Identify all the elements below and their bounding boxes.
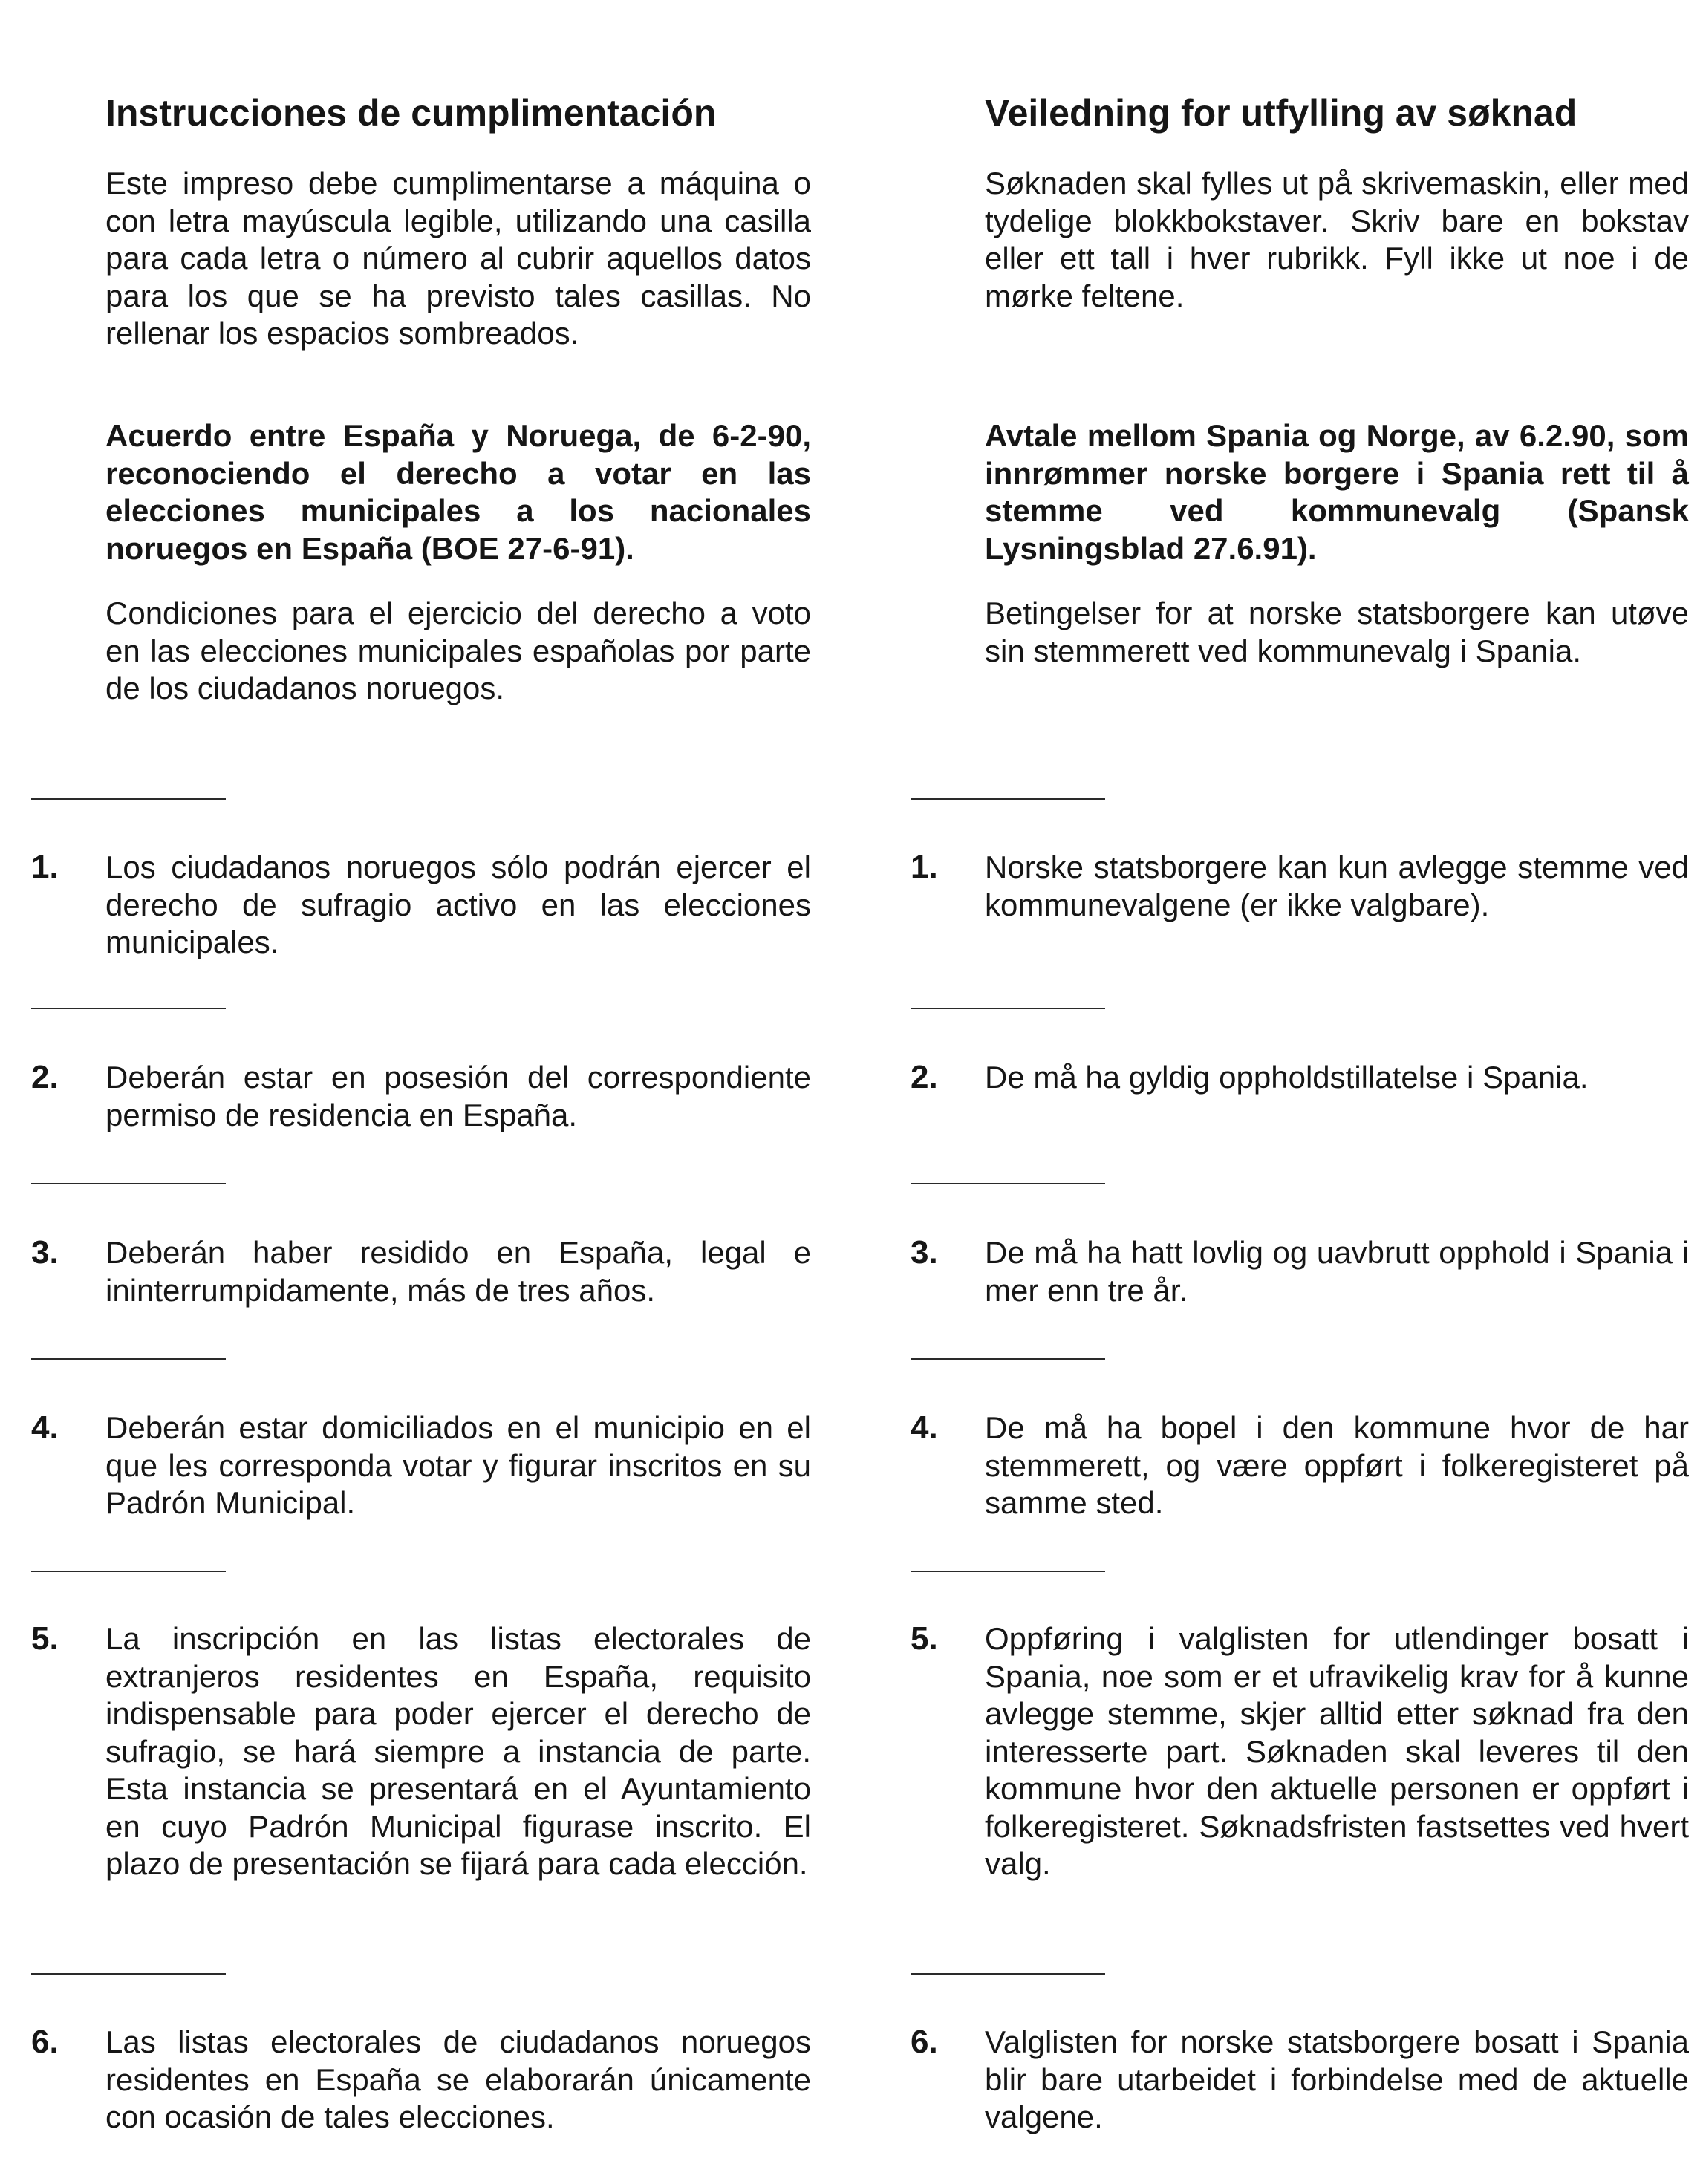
spanish-item-5: La inscripción en las listas electorales de extranjeros residentes en España, requisito indispensable para poder ejercer el derecho de sufragio, se hará siempre a instancia de parte. Esta instancia se presentará en el Ayuntamiento en cuyo Padrón Municipal figurase inscrito. El plazo de presentación se fijará para cada elección. — [105, 1621, 811, 1881]
norwegian-intro-conditions: Betingelser for at norske statsborgere kan utøve sin stemmerett ved kommunevalg i Spania. — [985, 596, 1689, 668]
item-number: 1. — [911, 849, 938, 885]
spanish-intro-instructions: Este impreso debe cumplimentarse a máquina o con letra mayúscula legible, utilizando una casilla para cada letra o número al cubrir aquellos datos para los que se ha previsto tales casillas. No rellenar los espacios sombreados. — [105, 166, 811, 351]
section-divider — [31, 1358, 226, 1360]
section-divider — [31, 1183, 226, 1184]
norwegian-item-1: Norske statsborgere kan kun avlegge stemme ved kommunevalgene (er ikke valgbare). — [985, 850, 1689, 922]
section-divider — [911, 1183, 1105, 1184]
spanish-intro-conditions: Condiciones para el ejercicio del derecho a voto en las elecciones municipales españolas por parte de los ciudadanos noruegos. — [105, 596, 811, 705]
spanish-item-4: Deberán estar domiciliados en el municipio en el que les corresponda votar y figurar inscritos en su Padrón Municipal. — [105, 1410, 811, 1520]
item-number: 3. — [911, 1234, 938, 1271]
item-number: 5. — [911, 1620, 938, 1657]
norwegian-intro-instructions: Søknaden skal fylles ut på skrivemaskin, eller med tydelige blokkbokstaver. Skriv bare en bokstav eller ett tall i hver rubrikk. Fyll ikke ut noe i de mørke feltene. — [985, 166, 1689, 313]
section-divider — [31, 1973, 226, 1975]
item-number: 6. — [911, 2024, 938, 2060]
spanish-item-1: Los ciudadanos noruegos sólo podrán ejercer el derecho de sufragio activo en las elecciones municipales. — [105, 850, 811, 959]
norwegian-heading: Veiledning for utfylling av søknad — [985, 92, 1577, 134]
spanish-item-3: Deberán haber residido en España, legal e ininterrumpidamente, más de tres años. — [105, 1235, 811, 1308]
norwegian-item-6: Valglisten for norske statsborgere bosatt i Spania blir bare utarbeidet i forbindelse med de aktuelle valgene. — [985, 2024, 1689, 2134]
item-number: 3. — [31, 1234, 59, 1271]
spanish-heading: Instrucciones de cumplimentación — [105, 92, 717, 134]
section-divider — [31, 1571, 226, 1572]
norwegian-item-5: Oppføring i valglisten for utlendinger bosatt i Spania, noe som er et ufravikelig krav for å kunne avlegge stemme, skjer alltid etter søknad fra den interesserte part. Søknaden skal leveres til den kommune hvor den aktuelle personen er oppført i folkeregisteret. Søknadsfristen fastsettes ved hvert valg. — [985, 1621, 1689, 1881]
item-number: 2. — [31, 1059, 59, 1095]
section-divider — [31, 798, 226, 800]
section-divider — [911, 1358, 1105, 1360]
norwegian-item-4: De må ha bopel i den kommune hvor de har stemmerett, og være oppført i folkeregisteret på samme sted. — [985, 1410, 1689, 1520]
section-divider — [911, 1973, 1105, 1975]
norwegian-item-2: De må ha gyldig oppholdstillatelse i Spania. — [985, 1060, 1589, 1095]
spanish-item-2: Deberán estar en posesión del correspondiente permiso de residencia en España. — [105, 1060, 811, 1132]
item-number: 2. — [911, 1059, 938, 1095]
item-number: 4. — [31, 1409, 59, 1446]
item-number: 4. — [911, 1409, 938, 1446]
spanish-item-6: Las listas electorales de ciudadanos noruegos residentes en España se elaborarán únicamente con ocasión de tales elecciones. — [105, 2024, 811, 2134]
norwegian-item-3: De må ha hatt lovlig og uavbrutt opphold i Spania i mer enn tre år. — [985, 1235, 1689, 1308]
item-number: 1. — [31, 849, 59, 885]
section-divider — [911, 1571, 1105, 1572]
norwegian-intro-agreement: Avtale mellom Spania og Norge, av 6.2.90, som innrømmer norske borgere i Spania rett til å stemme ved kommunevalg (Spansk Lysningsblad 27.6.91). — [985, 418, 1689, 566]
item-number: 5. — [31, 1620, 59, 1657]
section-divider — [911, 1008, 1105, 1009]
section-divider — [911, 798, 1105, 800]
section-divider — [31, 1008, 226, 1009]
spanish-intro-agreement: Acuerdo entre España y Noruega, de 6-2-90, reconociendo el derecho a votar en las elecciones municipales a los nacionales noruegos en España (BOE 27-6-91). — [105, 418, 811, 566]
item-number: 6. — [31, 2024, 59, 2060]
